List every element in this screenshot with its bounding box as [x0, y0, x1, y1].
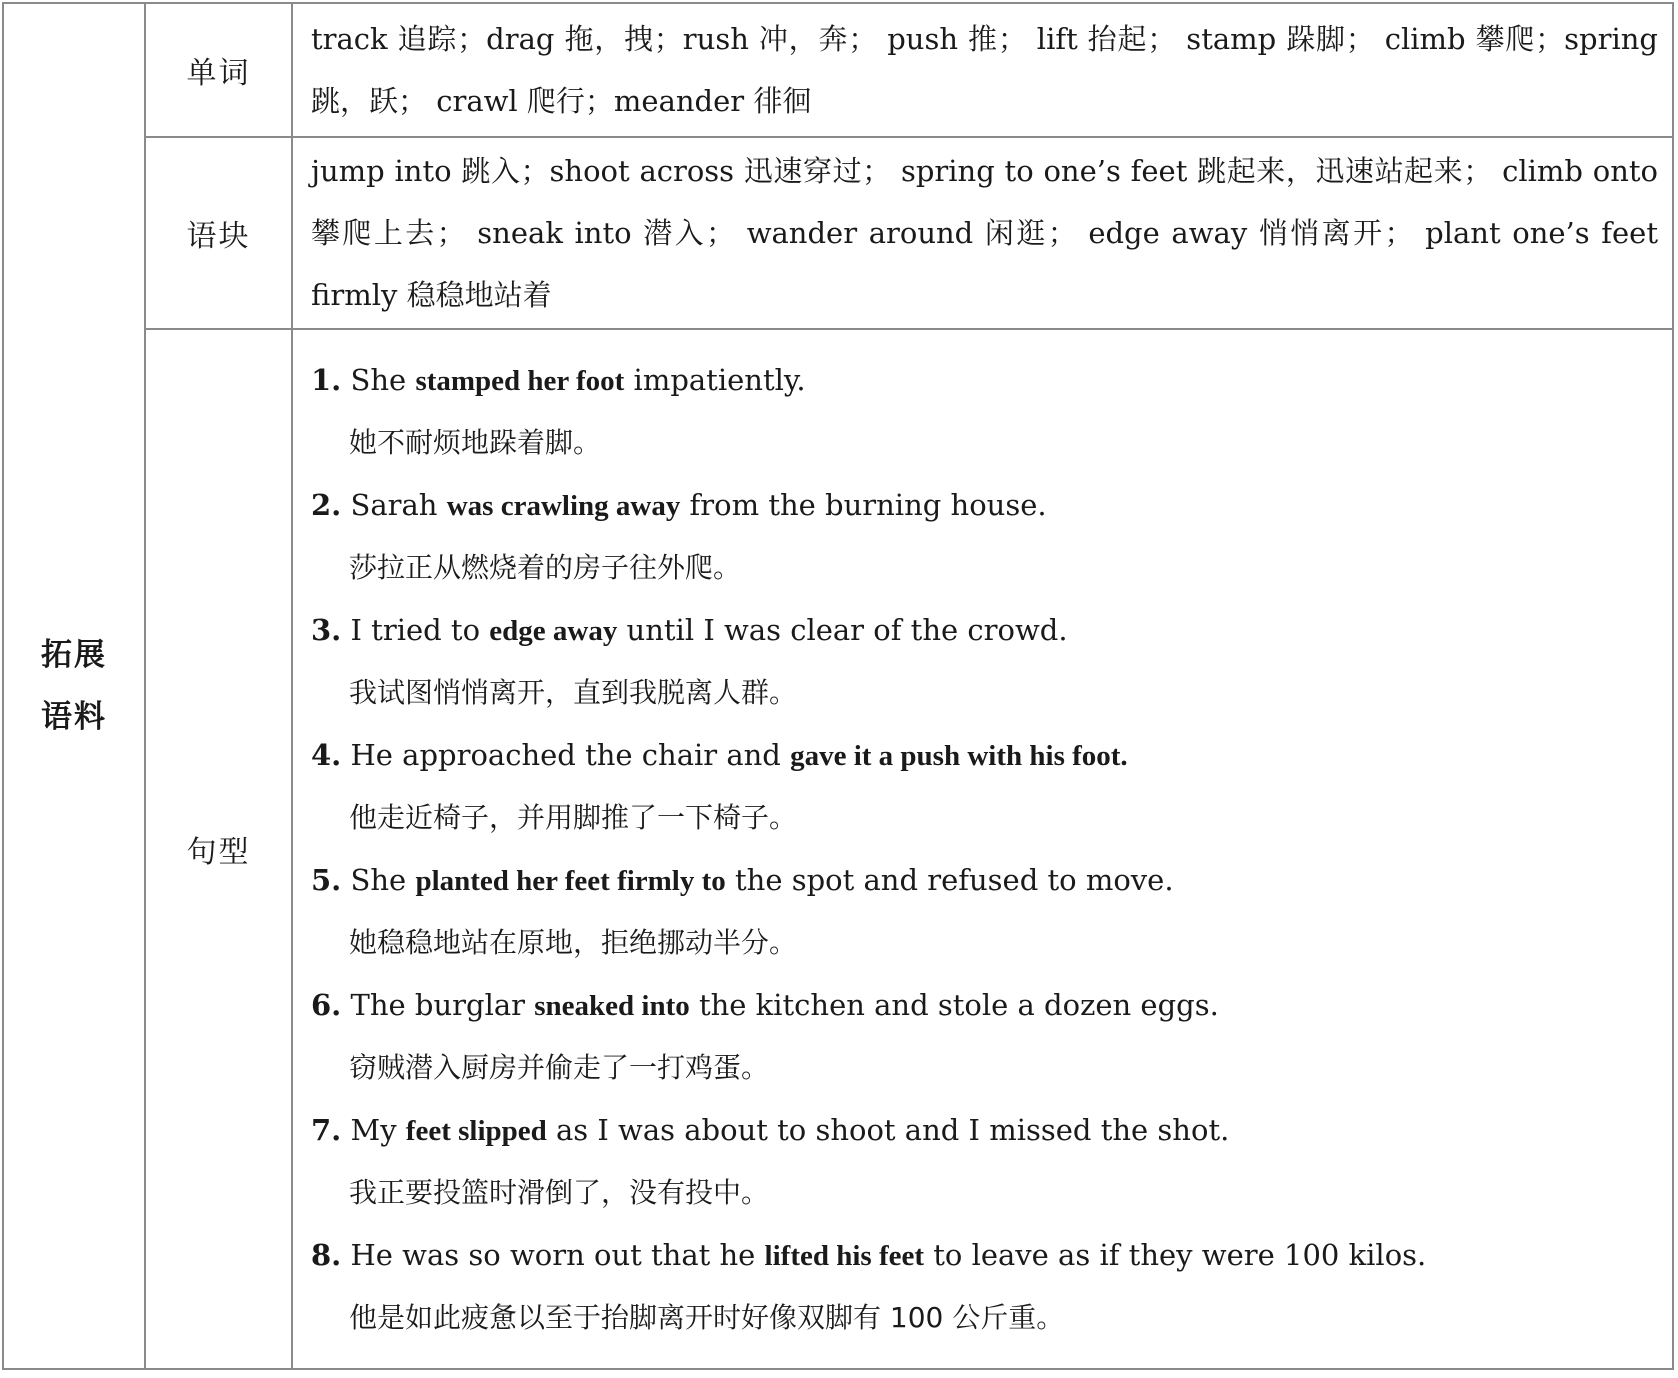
words-label: 单词 [145, 3, 292, 137]
sentence-number: 6. [311, 988, 342, 1022]
sentence-key-phrase: was crawling away [446, 490, 681, 522]
sentence-number: 5. [311, 863, 342, 897]
sentence-text-before: I tried to [341, 613, 490, 647]
words-row [3, 3, 1673, 137]
sentence-text-after: until I was clear of the crowd. [617, 613, 1068, 647]
sentence-text-after: the spot and refused to move. [725, 863, 1174, 897]
sentence-english [311, 349, 1658, 412]
sentence-number: 8. [311, 1238, 342, 1272]
sentence-translation: 窃贼潜入厨房并偷走了一打鸡蛋。 [349, 1051, 770, 1084]
sentence-item [311, 1224, 1658, 1349]
sentence-text-before: She [341, 363, 416, 397]
category-label-line1: 拓展 [41, 637, 107, 673]
sentence-number: 2. [311, 488, 342, 522]
sentence-translation: 莎拉正从燃烧着的房子往外爬。 [349, 551, 742, 584]
sentence-key-phrase: sneaked into [534, 990, 690, 1022]
sentence-key-phrase: planted her feet firmly to [415, 865, 726, 897]
words-text: track 追踪；drag 拖，拽；rush 冲，奔； push 推； lift 抬起； stamp 跺脚； climb 攀爬；spring 跳，跃； crawl 爬行；meander 徘徊 [292, 3, 1673, 137]
sentence-text-before: The burglar [341, 988, 535, 1022]
chunks-row [3, 137, 1673, 329]
sentence-english [311, 1099, 1658, 1162]
sentence-text-after: the kitchen and stole a dozen eggs. [689, 988, 1219, 1022]
sentence-text-after: impatiently. [624, 363, 806, 397]
sentence-translation: 他走近椅子，并用脚推了一下椅子。 [349, 801, 798, 834]
sentence-number: 1. [311, 363, 342, 397]
sentence-key-phrase: edge away [489, 615, 618, 647]
category-cell [3, 3, 145, 1369]
sentence-text-after: to leave as if they were 100 kilos. [924, 1238, 1427, 1272]
sentence-english [311, 1224, 1658, 1287]
sentence-key-phrase: gave it a push with his foot. [790, 740, 1128, 772]
sentence-english [311, 599, 1658, 662]
sentence-text-after: as I was about to shoot and I missed the shot. [546, 1113, 1230, 1147]
chunks-text: jump into 跳入；shoot across 迅速穿过； spring to one’s feet 跳起来，迅速站起来； climb onto 攀爬上去； sneak into 潜入； wander around 闲逛； edge away 悄悄离开； plant one’s feet firmly 稳稳地站着 [292, 137, 1673, 329]
sentence-key-phrase: lifted his feet [764, 1240, 925, 1272]
sentence-item [311, 349, 1658, 474]
sentence-english [311, 849, 1658, 912]
sentence-number: 3. [311, 613, 342, 647]
sentence-text-before: Sarah [341, 488, 447, 522]
sentence-item [311, 849, 1658, 974]
sentence-translation: 她稳稳地站在原地，拒绝挪动半分。 [349, 926, 798, 959]
sentence-item [311, 599, 1658, 724]
patterns-label: 句型 [145, 329, 292, 1369]
chunks-label: 语块 [145, 137, 292, 329]
sentence-number: 4. [311, 738, 342, 772]
patterns-list [292, 329, 1673, 1369]
category-label-line2: 语料 [41, 699, 107, 735]
sentence-key-phrase: feet slipped [405, 1115, 547, 1147]
sentence-item [311, 974, 1658, 1099]
sentence-english [311, 474, 1658, 537]
sentence-text-after: from the burning house. [680, 488, 1047, 522]
sentence-translation: 他是如此疲惫以至于抬脚离开时好像双脚有 100 公斤重。 [349, 1301, 1065, 1334]
sentence-translation: 我试图悄悄离开，直到我脱离人群。 [349, 676, 798, 709]
sentence-translation: 我正要投篮时滑倒了，没有投中。 [349, 1176, 770, 1209]
sentence-text-before: She [341, 863, 416, 897]
vocabulary-table [2, 2, 1674, 1370]
sentence-text-before: He was so worn out that he [341, 1238, 765, 1272]
sentence-english [311, 974, 1658, 1037]
sentence-number: 7. [311, 1113, 342, 1147]
sentence-text-before: My [341, 1113, 406, 1147]
sentence-english [311, 724, 1658, 787]
patterns-row [3, 329, 1673, 1369]
sentence-item [311, 474, 1658, 599]
sentence-item [311, 724, 1658, 849]
sentence-text-before: He approached the chair and [341, 738, 791, 772]
sentence-translation: 她不耐烦地跺着脚。 [349, 426, 602, 459]
sentence-key-phrase: stamped her foot [415, 365, 625, 397]
sentence-item [311, 1099, 1658, 1224]
